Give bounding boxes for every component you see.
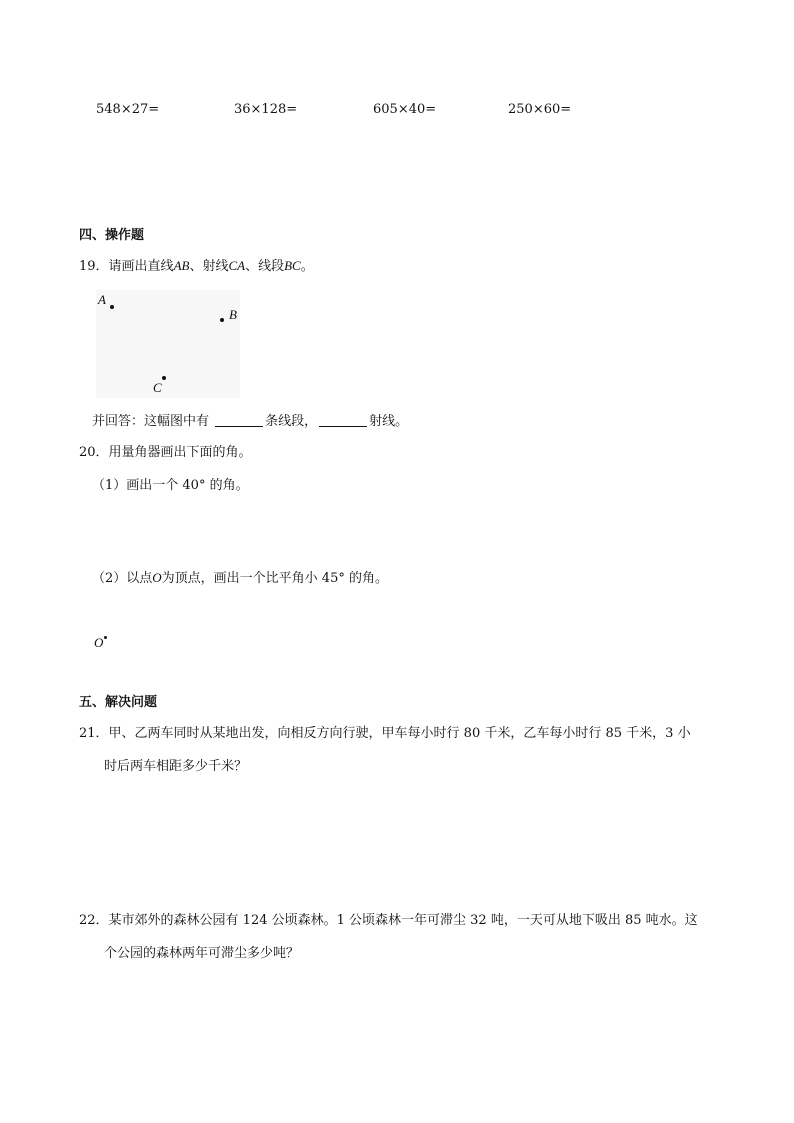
question-text: 用量角器画出下面的角。	[108, 445, 252, 460]
part-text: （2）以点	[92, 571, 153, 586]
point-a	[110, 305, 114, 309]
label-bc: BC	[284, 258, 301, 273]
calc-item-3: 605×40=	[373, 102, 437, 117]
question-number: 20．	[79, 445, 109, 460]
question-text: 、射线	[189, 259, 229, 274]
question-text: 甲、乙两车同时从某地出发，向相反方向行驶，甲车每小时行 80 千米，乙车每小时行 85 千米，3 小	[108, 726, 691, 741]
section-heading-problems: 五、解决问题	[79, 695, 158, 710]
points-figure	[96, 290, 240, 398]
point-label-c: C	[153, 380, 162, 395]
question-number: 21．	[79, 726, 109, 741]
answer-text: 并回答：这幅图中有	[92, 414, 210, 429]
answer-text: 条线段，	[265, 414, 318, 429]
answer-text: 射线。	[369, 414, 409, 429]
answer-blank-segments[interactable]	[215, 413, 263, 427]
calc-item-2: 36×128=	[234, 102, 298, 117]
question-21-line-2: 时后两车相距多少千米？	[104, 759, 248, 774]
label-ab: AB	[173, 258, 190, 273]
part-text: 为顶点，画出一个比平角小 45° 的角。	[161, 571, 388, 586]
question-text: 。	[300, 259, 314, 274]
point-c	[162, 376, 166, 380]
question-text: 请画出直线	[108, 259, 174, 274]
question-22-line-2: 个公园的森林两年可滞尘多少吨？	[104, 946, 300, 961]
label-ca: CA	[228, 258, 246, 273]
point-label-a: A	[98, 292, 106, 307]
answer-blank-rays[interactable]	[319, 413, 367, 427]
calc-item-4: 250×60=	[508, 102, 572, 117]
question-text: 、线段	[245, 259, 285, 274]
question-20-part-1: （1）画出一个 40° 的角。	[92, 478, 249, 493]
question-number: 22．	[79, 913, 109, 928]
calc-item-1: 548×27=	[96, 102, 160, 117]
point-o	[104, 636, 107, 639]
question-number: 19．	[79, 259, 109, 274]
question-19-answer	[92, 413, 408, 431]
question-21-line-1	[79, 725, 691, 743]
point-label-o: O	[94, 635, 104, 650]
question-20	[79, 444, 252, 462]
question-19	[79, 257, 314, 276]
point-o-ref: O	[152, 570, 162, 585]
point-b	[220, 318, 224, 322]
question-22-line-1	[79, 912, 698, 930]
point-label-b: B	[229, 307, 237, 322]
section-heading-operation: 四、操作题	[79, 228, 145, 243]
question-text: 某市郊外的森林公园有 124 公顷森林。1 公顷森林一年可滞尘 32 吨，一天可从地下吸出 85 吨水。这	[108, 913, 698, 928]
question-20-part-2	[92, 569, 388, 588]
